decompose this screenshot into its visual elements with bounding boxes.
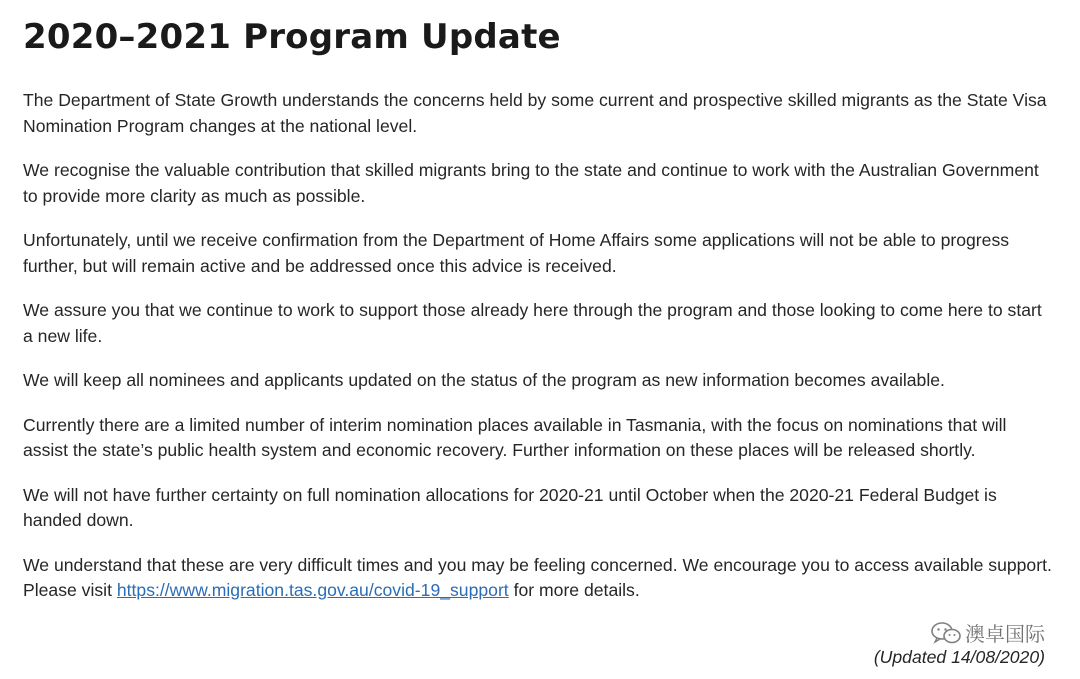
paragraph-1: The Department of State Growth understands the concerns held by some current and prospective skilled migrants as the State Visa Nomination Program changes at the national level.: [23, 90, 1047, 136]
covid-support-link[interactable]: https://www.migration.tas.gov.au/covid-19_support: [116, 580, 509, 600]
paragraph-4: We assure you that we continue to work to support those already here through the program and those looking to come here to start a new life.: [23, 300, 1042, 346]
paragraph-8: [23, 553, 1053, 604]
brand-name: 澳卓国际: [965, 622, 1045, 646]
document-body: [23, 88, 1053, 604]
paragraph-8-tail: for more details.: [508, 580, 640, 600]
updated-date: (Updated 14/08/2020): [873, 647, 1045, 667]
paragraph-7: We will not have further certainty on full nomination allocations for 2020-21 until October when the 2020-21 Federal Budget is handed down.: [23, 484, 997, 530]
document: [23, 14, 1053, 623]
paragraph-5: We will keep all nominees and applicants updated on the status of the program as new information becomes available.: [23, 370, 945, 390]
page-title: 2020–2021 Program Update: [23, 17, 561, 57]
paragraph-2: We recognise the valuable contribution that skilled migrants bring to the state and continue to work with the Australian Government to provide more clarity as much as possible.: [23, 160, 1039, 206]
paragraph-3: Unfortunately, until we receive confirmation from the Department of Home Affairs some applications will not be able to progress further, but will remain active and be addressed once this advice is received.: [23, 230, 1010, 276]
brand-watermark: [931, 618, 1045, 647]
paragraph-6: Currently there are a limited number of interim nomination places available in Tasmania, with the focus on nominations that will assist the state’s public health system and economic recovery. Further information on these places will be released shortly.: [23, 414, 1007, 460]
wechat-icon: [931, 621, 961, 645]
paragraph-8-text: We understand that these are very difficult times and you may be feeling concerned. We encourage you to access available support. Please visit: [23, 554, 1052, 600]
